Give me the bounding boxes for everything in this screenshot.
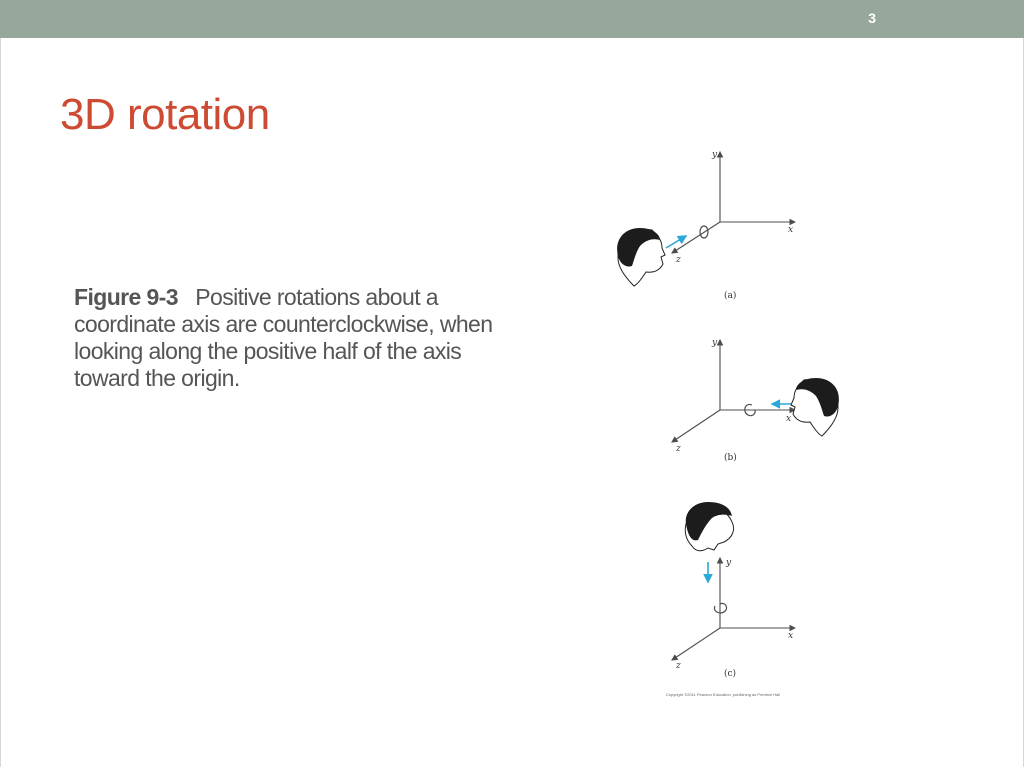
caption-text: Positive rotations about a coordinate axis are counterclockwise, when looking along the positive half of the axis toward the origin.	[74, 284, 493, 391]
head-icon	[617, 228, 665, 286]
slide-number: 3	[868, 10, 876, 26]
figure-caption	[74, 284, 494, 392]
z-axis-label: z	[676, 255, 681, 265]
x-axis-label: x	[788, 225, 794, 235]
head-icon	[791, 378, 839, 436]
x-axis-label: x	[786, 414, 792, 424]
panel-a	[617, 150, 795, 301]
figure-label: Figure 9-3	[74, 284, 178, 310]
panel-c	[672, 502, 795, 679]
y-axis-label: y	[712, 338, 718, 348]
panel-c-label: (c)	[724, 669, 737, 679]
panel-a-label: (a)	[724, 291, 737, 301]
z-axis	[672, 410, 720, 442]
copyright-text: Copyright ©2011 Pearson Education, publishing as Prentice Hall	[666, 692, 781, 697]
panel-b	[672, 338, 839, 463]
y-axis-label: y	[712, 150, 718, 160]
x-axis-label: x	[788, 631, 794, 641]
z-axis	[672, 222, 720, 253]
slide-title: 3D rotation	[60, 90, 270, 139]
z-axis-label: z	[676, 444, 681, 454]
z-axis	[672, 628, 720, 660]
head-icon	[685, 502, 733, 551]
slide-border-left	[0, 38, 1, 767]
panel-b-label: (b)	[724, 453, 737, 463]
y-axis-label: y	[726, 558, 732, 568]
z-axis-label: z	[676, 661, 681, 671]
rotation-figure	[600, 140, 860, 710]
top-bar	[0, 0, 1024, 38]
